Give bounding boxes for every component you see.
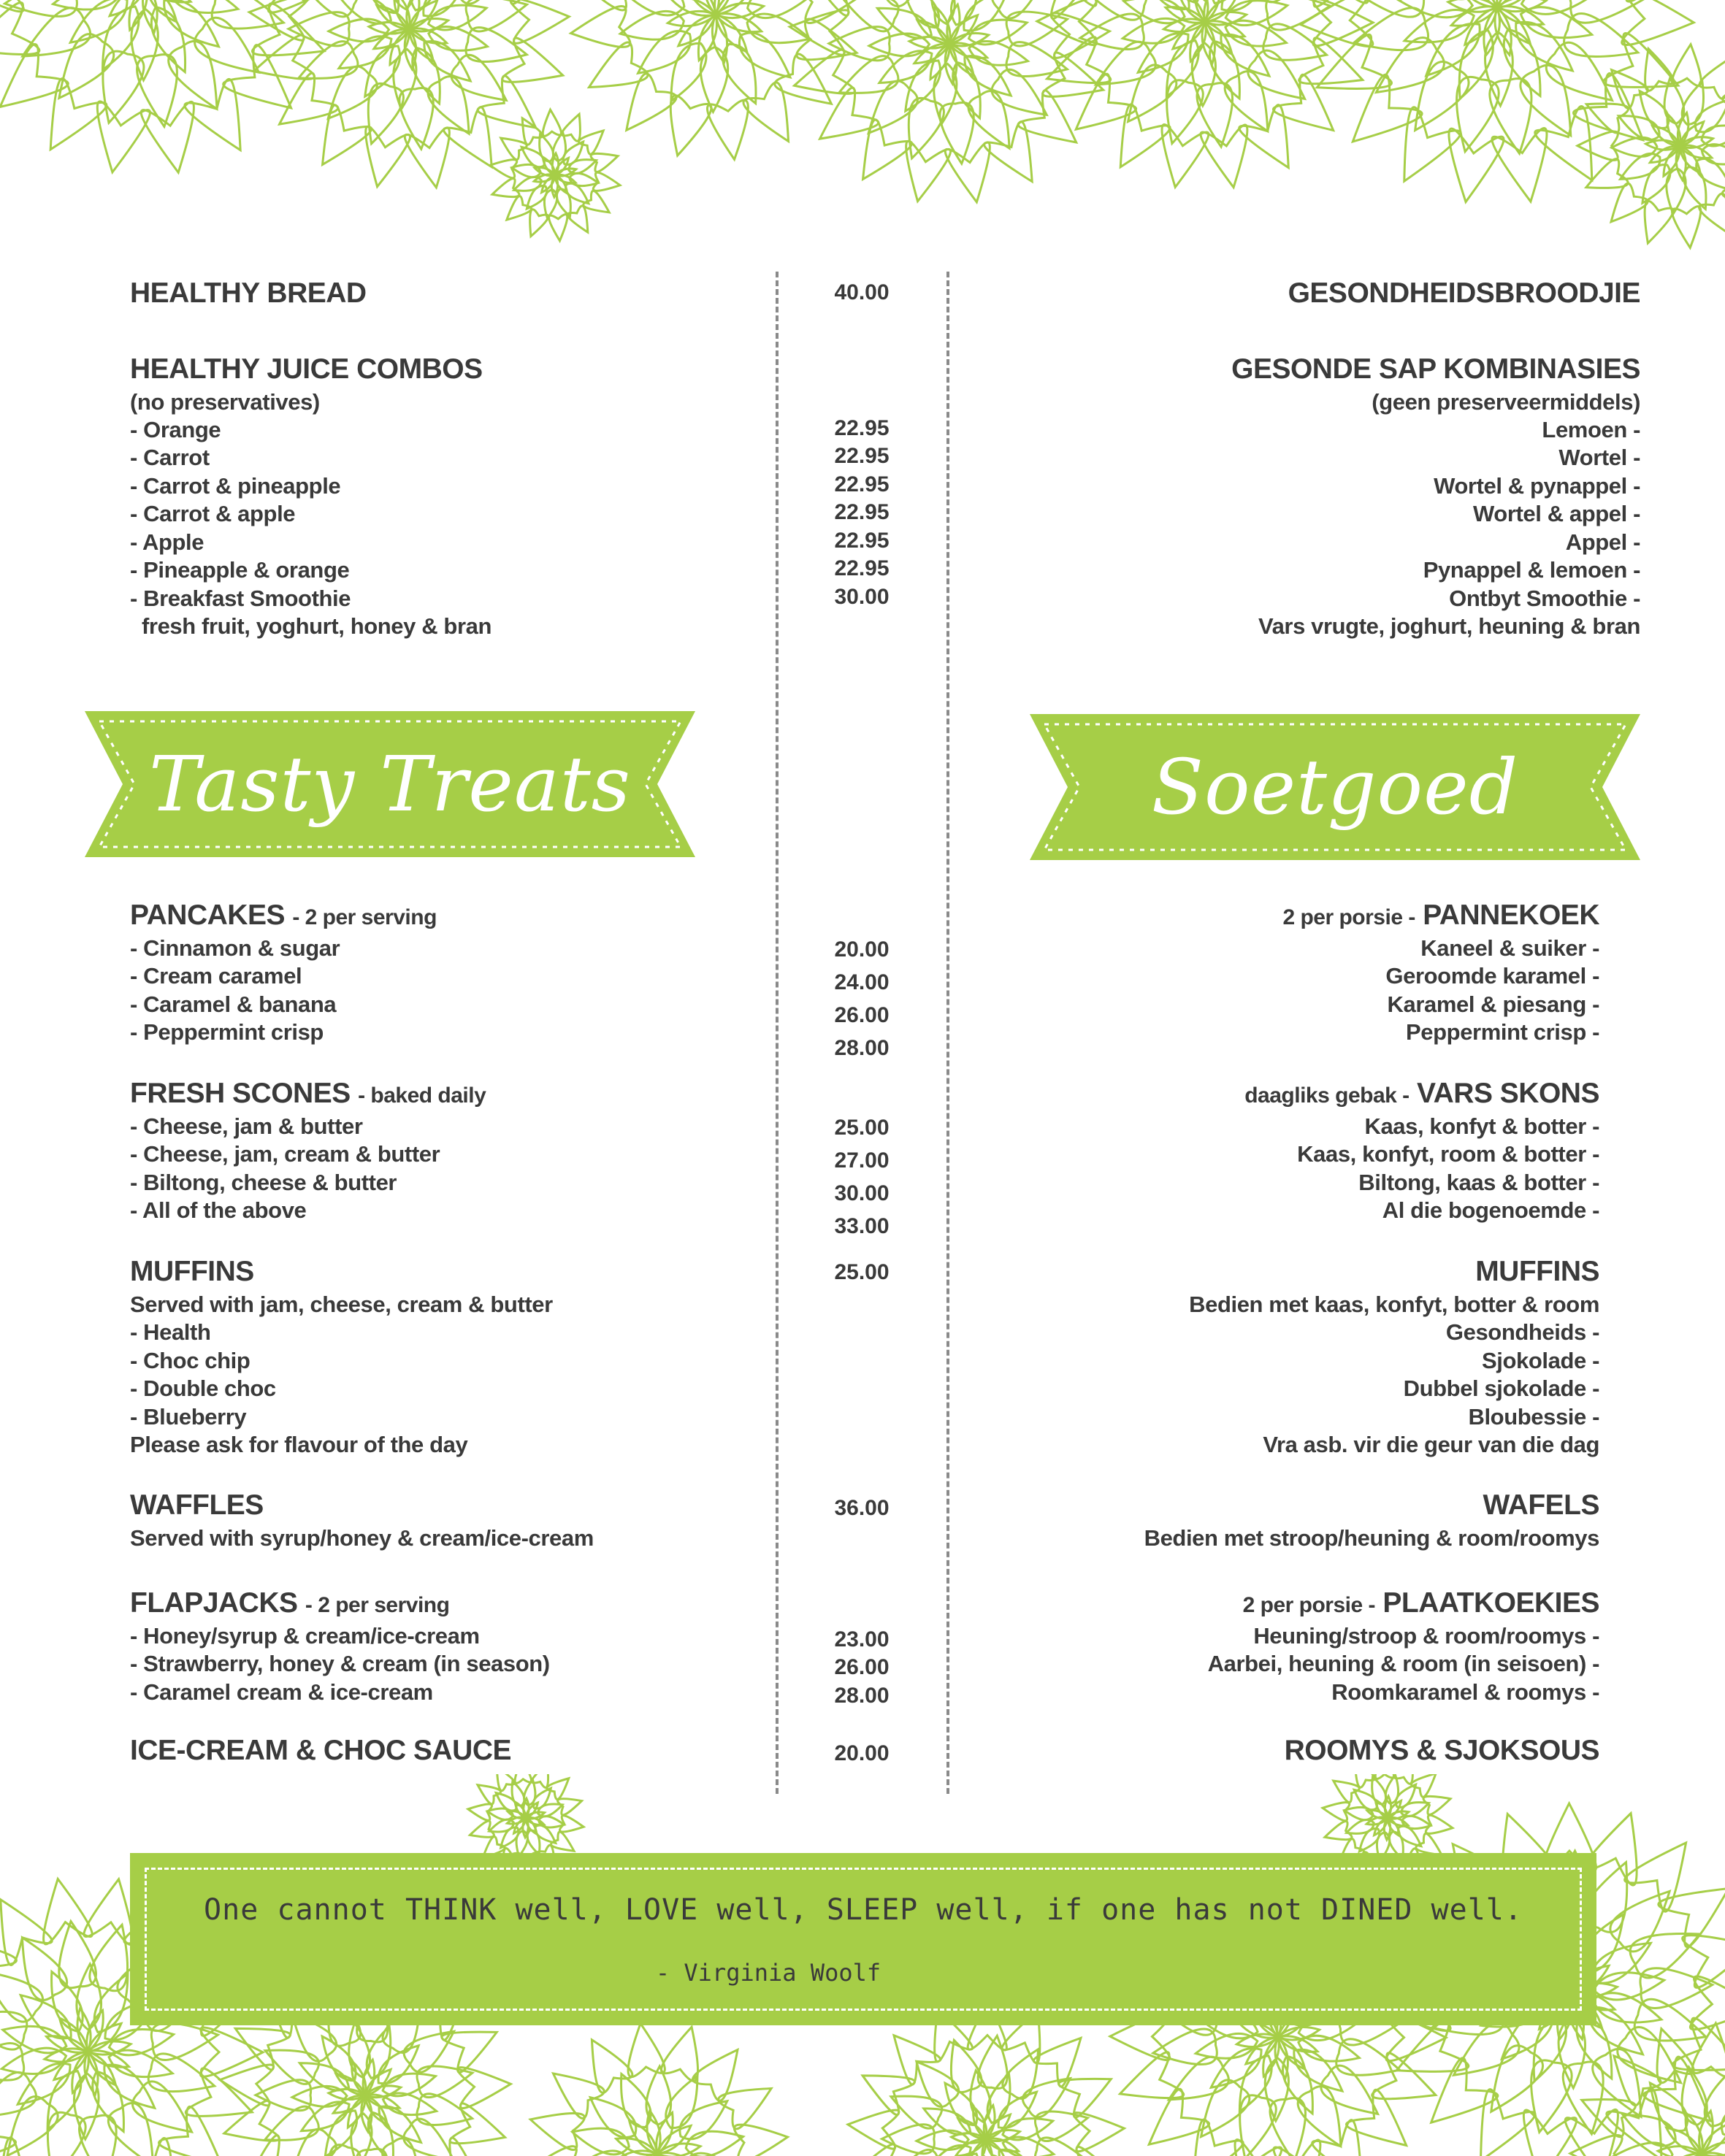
price: 30.00 <box>834 585 890 609</box>
list-item: Pynappel & lemoen - <box>1423 557 1640 583</box>
list-item: Peppermint crisp - <box>1406 1019 1599 1045</box>
price: 26.00 <box>834 1655 890 1679</box>
juice-note: (no preservatives) <box>130 389 320 415</box>
pancakes-note-af: 2 per porsie - <box>1282 905 1415 929</box>
scones-note: - baked daily <box>358 1083 486 1108</box>
list-item: Wortel - <box>1558 445 1640 470</box>
pancakes-heading <box>130 898 437 935</box>
list-item: - Apple <box>130 529 204 555</box>
list-item: - Double choc <box>130 1376 276 1401</box>
price: 22.95 <box>834 556 890 580</box>
list-item: - Peppermint crisp <box>130 1019 324 1045</box>
pancakes-heading-af <box>1282 898 1599 935</box>
price: 20.00 <box>834 1741 890 1765</box>
quote-border <box>145 1868 1582 2011</box>
quote-text: One cannot THINK well, LOVE well, SLEEP well, if one has not DINED well. <box>204 1893 1523 1927</box>
price: 30.00 <box>834 1181 890 1205</box>
pancakes-title: PANCAKES <box>130 899 285 931</box>
price: 22.95 <box>834 416 890 440</box>
list-item: - Cinnamon & sugar <box>130 935 340 961</box>
list-item: - All of the above <box>130 1197 307 1223</box>
muffins-title-af: MUFFINS <box>1475 1256 1599 1287</box>
flapjacks-note: - 2 per serving <box>305 1593 450 1617</box>
price: 24.00 <box>834 970 890 994</box>
price: 26.00 <box>834 1003 890 1027</box>
price: 22.95 <box>834 529 890 553</box>
scones-heading <box>130 1076 486 1113</box>
list-item: - Cream caramel <box>130 963 302 989</box>
list-item: - Carrot & apple <box>130 501 296 526</box>
smoothie-desc: fresh fruit, yoghurt, honey & bran <box>142 613 492 639</box>
flapjacks-title-af: PLAATKOEKIES <box>1382 1587 1599 1619</box>
item-roomys: ROOMYS & SJOKSOUS <box>1284 1735 1599 1766</box>
list-item: - Cheese, jam & butter <box>130 1113 363 1139</box>
list-item: Gesondheids - <box>1445 1319 1599 1345</box>
scones-heading-af <box>1244 1076 1599 1113</box>
list-item: - Pineapple & orange <box>130 557 350 583</box>
flapjacks-title: FLAPJACKS <box>130 1587 298 1619</box>
list-item: - Choc chip <box>130 1348 250 1373</box>
item-gesondheidsbroodjie: GESONDHEIDSBROODJIE <box>1288 277 1640 309</box>
list-item: Appel - <box>1565 529 1640 555</box>
waffles-desc: Served with syrup/honey & cream/ice-cream <box>130 1525 594 1551</box>
price: 27.00 <box>834 1148 890 1173</box>
list-item: Bloubessie - <box>1468 1404 1599 1430</box>
list-item: - Carrot <box>130 445 210 470</box>
banner-tasty-treats <box>85 711 695 857</box>
muffins-footer: Please ask for flavour of the day <box>130 1432 468 1457</box>
muffins-desc: Served with jam, cheese, cream & butter <box>130 1292 553 1317</box>
list-item: Wortel & appel - <box>1473 501 1640 526</box>
list-item: Biltong, kaas & botter - <box>1358 1170 1599 1195</box>
list-item: Kaneel & suiker - <box>1420 935 1599 961</box>
flapjacks-note-af: 2 per porsie - <box>1242 1593 1376 1617</box>
list-item: - Carrot & pineapple <box>130 473 341 499</box>
price: 22.95 <box>834 472 890 496</box>
price: 25.00 <box>834 1116 890 1140</box>
price: 22.95 <box>834 444 890 468</box>
item-icecream: ICE-CREAM & CHOC SAUCE <box>130 1735 512 1766</box>
list-item: - Honey/syrup & cream/ice-cream <box>130 1623 480 1649</box>
muffins-desc-af: Bedien met kaas, konfyt, botter & room <box>1189 1292 1599 1317</box>
list-item: Lemoen - <box>1542 417 1640 442</box>
pancakes-title-af: PANNEKOEK <box>1423 899 1599 931</box>
list-item: Geroomde karamel - <box>1385 963 1599 989</box>
list-item: Roomkaramel & roomys - <box>1331 1679 1599 1705</box>
item-healthy-bread: HEALTHY BREAD <box>130 277 367 309</box>
juice-title-af: GESONDE SAP KOMBINASIES <box>1231 353 1640 385</box>
list-item: Aarbei, heuning & room (in seisoen) - <box>1207 1651 1599 1676</box>
list-item: Kaas, konfyt & botter - <box>1364 1113 1599 1139</box>
smoothie-desc-af: Vars vrugte, joghurt, heuning & bran <box>1258 613 1640 639</box>
list-item: Ontbyt Smoothie - <box>1449 586 1640 611</box>
juice-title: HEALTHY JUICE COMBOS <box>130 353 483 385</box>
list-item: - Strawberry, honey & cream (in season) <box>130 1651 550 1676</box>
banner-title: Soetgoed <box>1151 743 1519 832</box>
list-item: - Biltong, cheese & butter <box>130 1170 397 1195</box>
scones-title: FRESH SCONES <box>130 1078 351 1109</box>
column-divider-right <box>946 272 949 1794</box>
list-item: - Caramel cream & ice-cream <box>130 1679 433 1705</box>
list-item: - Breakfast Smoothie <box>130 586 351 611</box>
scones-title-af: VARS SKONS <box>1417 1078 1599 1109</box>
price: 22.95 <box>834 500 890 524</box>
list-item: Kaas, konfyt, room & botter - <box>1297 1141 1599 1167</box>
list-item: - Health <box>130 1319 211 1345</box>
price: 36.00 <box>834 1496 890 1520</box>
price: 23.00 <box>834 1627 890 1651</box>
quote-box <box>130 1853 1596 2025</box>
price: 28.00 <box>834 1036 890 1060</box>
list-item: - Caramel & banana <box>130 991 337 1017</box>
waffles-title-af: WAFELS <box>1483 1489 1599 1521</box>
list-item: Heuning/stroop & room/roomys - <box>1253 1623 1599 1649</box>
price: 20.00 <box>834 937 890 962</box>
list-item: Sjokolade - <box>1482 1348 1599 1373</box>
list-item: - Cheese, jam, cream & butter <box>130 1141 440 1167</box>
price: 25.00 <box>834 1260 890 1284</box>
flapjacks-heading-af <box>1243 1586 1599 1623</box>
quote-author: - Virginia Woolf <box>655 1959 881 1987</box>
floral-decoration-top <box>0 0 1725 263</box>
flower-pattern <box>0 0 1725 263</box>
list-item: - Orange <box>130 417 221 442</box>
muffins-footer-af: Vra asb. vir die geur van die dag <box>1263 1432 1599 1457</box>
list-item: Wortel & pynappel - <box>1434 473 1640 499</box>
pancakes-note: - 2 per serving <box>292 905 437 929</box>
list-item: Al die bogenoemde - <box>1382 1197 1599 1223</box>
flapjacks-heading <box>130 1586 449 1623</box>
banner-soetgoed <box>1030 714 1640 860</box>
list-item: Dubbel sjokolade - <box>1403 1376 1599 1401</box>
list-item: Karamel & piesang - <box>1387 991 1599 1017</box>
waffles-title: WAFFLES <box>130 1489 264 1521</box>
muffins-title: MUFFINS <box>130 1256 254 1287</box>
banner-title: Tasty Treats <box>148 740 632 829</box>
column-divider-left <box>776 272 779 1794</box>
scones-note-af: daagliks gebak - <box>1244 1083 1410 1108</box>
price-healthy-bread: 40.00 <box>834 280 890 304</box>
waffles-desc-af: Bedien met stroop/heuning & room/roomys <box>1144 1525 1599 1551</box>
price: 33.00 <box>834 1214 890 1238</box>
price: 28.00 <box>834 1684 890 1708</box>
list-item: - Blueberry <box>130 1404 247 1430</box>
juice-note-af: (geen preserveermiddels) <box>1372 389 1640 415</box>
